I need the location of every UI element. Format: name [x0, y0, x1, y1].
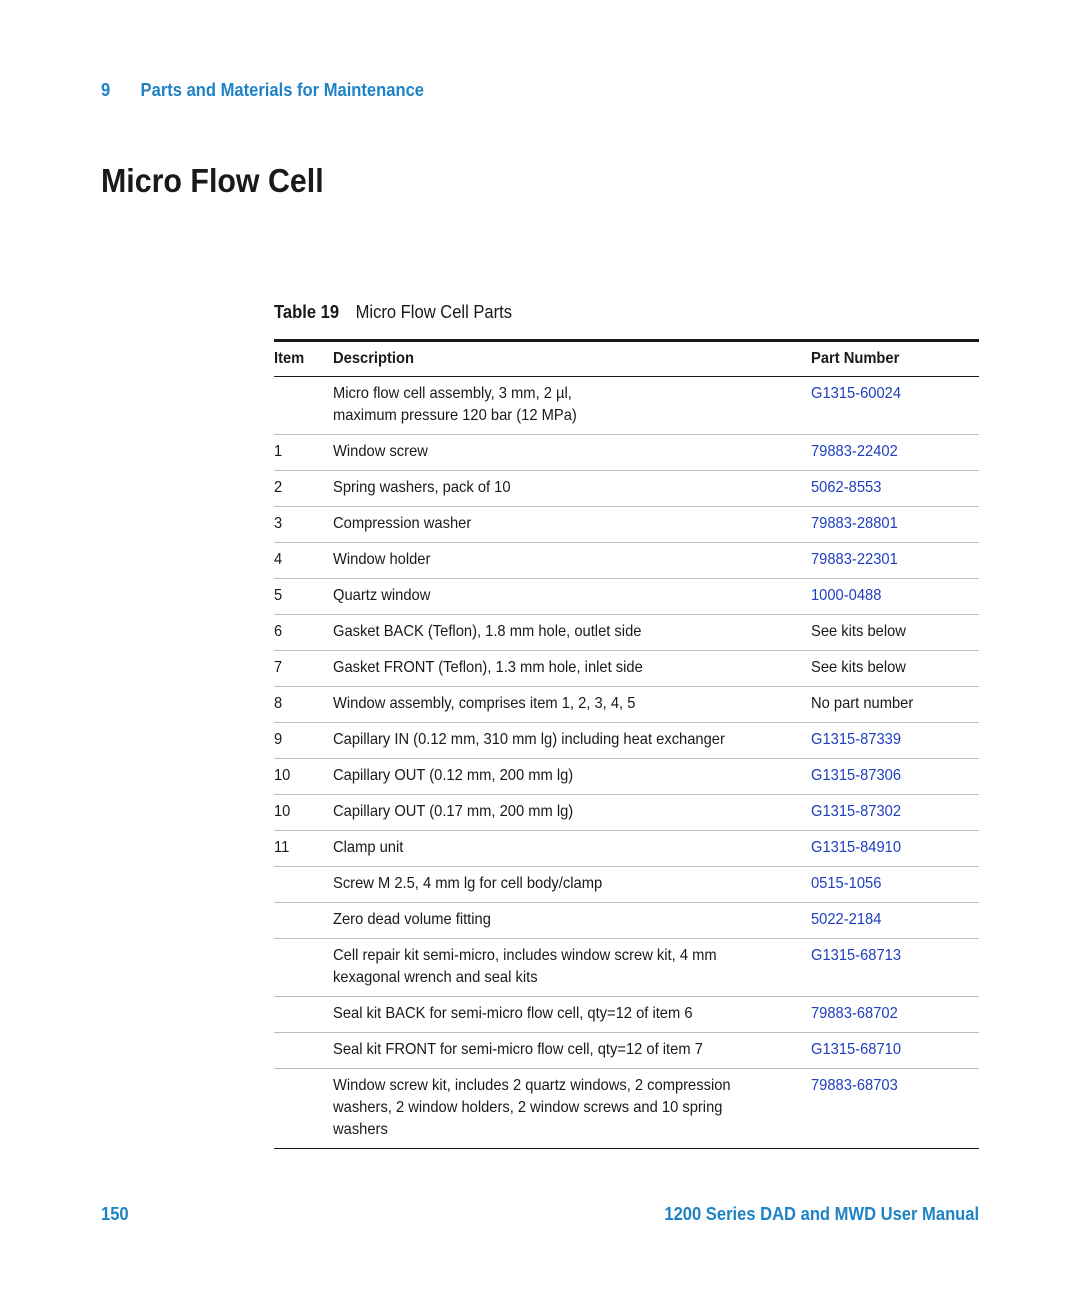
item-cell: [274, 759, 333, 795]
table-row: [274, 377, 979, 435]
parts-table: [274, 339, 979, 1149]
part-number-link[interactable]: G1315-60024: [810, 385, 901, 402]
description-cell: [333, 651, 811, 687]
part-number-cell: [811, 1033, 979, 1069]
item-cell: [274, 687, 333, 723]
item-number: 6: [274, 623, 283, 640]
table-row: [274, 471, 979, 507]
table-row: [274, 435, 979, 471]
item-cell: [274, 615, 333, 651]
part-number-link[interactable]: G1315-87302: [810, 803, 901, 820]
item-cell: [274, 939, 333, 997]
description-text: Capillary OUT (0.12 mm, 200 mm lg): [332, 767, 574, 784]
item-number: 4: [274, 551, 283, 568]
part-number-link[interactable]: 79883-22402: [810, 443, 898, 460]
part-number-link[interactable]: G1315-84910: [810, 839, 901, 856]
part-number-text: See kits below: [810, 659, 906, 676]
chapter-number: 9: [101, 80, 111, 100]
description-cell: [333, 831, 811, 867]
table-row: [274, 939, 979, 997]
description-cell: [333, 723, 811, 759]
part-number-link[interactable]: G1315-68713: [810, 947, 901, 964]
table-row: [274, 615, 979, 651]
part-number-link[interactable]: 79883-68702: [810, 1005, 898, 1022]
item-cell: [274, 903, 333, 939]
table-row: [274, 723, 979, 759]
part-number-link[interactable]: 5022-2184: [810, 911, 882, 928]
part-number-cell: [811, 579, 979, 615]
part-number-cell: [811, 377, 979, 435]
description-text: Window screw kit, includes 2 quartz windows, 2 compression washers, 2 window holders, 2 window screws and 10 spring washers: [332, 1077, 731, 1138]
part-number-cell: [811, 651, 979, 687]
part-number-cell: [811, 615, 979, 651]
table-row: [274, 1033, 979, 1069]
item-cell: [274, 795, 333, 831]
description-text: Gasket FRONT (Teflon), 1.3 mm hole, inlet side: [332, 659, 643, 676]
chapter-header: [101, 80, 424, 101]
item-number: 5: [274, 587, 283, 604]
item-cell: [274, 543, 333, 579]
description-text: Window holder: [332, 551, 431, 568]
table-row: [274, 651, 979, 687]
part-number-link[interactable]: G1315-87339: [810, 731, 901, 748]
part-number-cell: [811, 903, 979, 939]
table-row: [274, 903, 979, 939]
item-cell: [274, 1069, 333, 1149]
table-row: [274, 579, 979, 615]
item-cell: [274, 867, 333, 903]
item-number: 9: [274, 731, 283, 748]
item-number: 1: [274, 443, 283, 460]
description-cell: [333, 471, 811, 507]
item-cell: [274, 831, 333, 867]
description-text: Seal kit FRONT for semi-micro flow cell, qty=12 of item 7: [332, 1041, 703, 1058]
part-number-cell: [811, 831, 979, 867]
item-number: 10: [274, 803, 291, 820]
description-cell: [333, 615, 811, 651]
part-number-link[interactable]: G1315-87306: [810, 767, 901, 784]
description-text: Capillary OUT (0.17 mm, 200 mm lg): [332, 803, 574, 820]
description-text: Cell repair kit semi-micro, includes window screw kit, 4 mm kexagonal wrench and seal kits: [332, 947, 717, 986]
item-number: 10: [274, 767, 291, 784]
part-number-cell: [811, 471, 979, 507]
table-header-row: [274, 341, 979, 377]
description-cell: [333, 1033, 811, 1069]
item-number: 11: [274, 839, 290, 856]
description-cell: [333, 579, 811, 615]
description-cell: [333, 759, 811, 795]
page-number: 150: [101, 1204, 129, 1224]
item-number: 3: [274, 515, 283, 532]
part-number-cell: [811, 795, 979, 831]
description-text: Screw M 2.5, 4 mm lg for cell body/clamp: [332, 875, 603, 892]
description-cell: [333, 377, 811, 435]
table-body: [274, 377, 979, 1149]
table-caption-label: Table 19: [274, 302, 340, 322]
column-header-part-number: Part Number: [810, 350, 900, 367]
part-number-link[interactable]: 79883-68703: [810, 1077, 898, 1094]
part-number-cell: [811, 759, 979, 795]
item-cell: [274, 435, 333, 471]
description-text: Compression washer: [332, 515, 472, 532]
description-text: Spring washers, pack of 10: [332, 479, 511, 496]
manual-title: 1200 Series DAD and MWD User Manual: [664, 1204, 979, 1224]
description-cell: [333, 939, 811, 997]
item-cell: [274, 1033, 333, 1069]
item-cell: [274, 471, 333, 507]
part-number-cell: [811, 687, 979, 723]
table-row: [274, 795, 979, 831]
item-cell: [274, 997, 333, 1033]
item-cell: [274, 651, 333, 687]
table-row: [274, 1069, 979, 1149]
part-number-link[interactable]: 1000-0488: [810, 587, 882, 604]
column-header-description: Description: [332, 350, 414, 367]
part-number-cell: [811, 723, 979, 759]
item-number: 7: [274, 659, 283, 676]
description-text: Quartz window: [332, 587, 431, 604]
part-number-cell: [811, 997, 979, 1033]
description-cell: [333, 435, 811, 471]
description-cell: [333, 795, 811, 831]
description-cell: [333, 903, 811, 939]
part-number-text: No part number: [810, 695, 914, 712]
description-cell: [333, 543, 811, 579]
description-text: Seal kit BACK for semi-micro flow cell, qty=12 of item 6: [332, 1005, 693, 1022]
part-number-cell: [811, 435, 979, 471]
chapter-title: Parts and Materials for Maintenance: [140, 80, 425, 100]
part-number-link[interactable]: 0515-1056: [810, 875, 882, 892]
description-text: Capillary IN (0.12 mm, 310 mm lg) including heat exchanger: [332, 731, 725, 748]
page-title: Micro Flow Cell: [101, 162, 324, 199]
table-row: [274, 543, 979, 579]
part-number-link[interactable]: 79883-28801: [810, 515, 898, 532]
table-row: [274, 867, 979, 903]
part-number-text: See kits below: [810, 623, 906, 640]
description-text: Window assembly, comprises item 1, 2, 3, 4, 5: [332, 695, 636, 712]
part-number-cell: [811, 939, 979, 997]
column-header-item: Item: [274, 350, 305, 367]
part-number-cell: [811, 507, 979, 543]
part-number-cell: [811, 867, 979, 903]
part-number-cell: [811, 543, 979, 579]
description-cell: [333, 997, 811, 1033]
part-number-link[interactable]: 5062-8553: [810, 479, 882, 496]
description-text: Micro flow cell assembly, 3 mm, 2 µl, maximum pressure 120 bar (12 MPa): [332, 385, 577, 424]
table-row: [274, 507, 979, 543]
item-cell: [274, 377, 333, 435]
part-number-link[interactable]: G1315-68710: [810, 1041, 901, 1058]
description-text: Zero dead volume fitting: [332, 911, 491, 928]
table-caption-title: Micro Flow Cell Parts: [355, 302, 513, 322]
table-row: [274, 997, 979, 1033]
item-cell: [274, 579, 333, 615]
table-caption: [274, 302, 512, 323]
description-text: Gasket BACK (Teflon), 1.8 mm hole, outlet side: [332, 623, 642, 640]
item-cell: [274, 723, 333, 759]
part-number-cell: [811, 1069, 979, 1149]
description-cell: [333, 867, 811, 903]
item-cell: [274, 507, 333, 543]
table-row: [274, 687, 979, 723]
item-number: 8: [274, 695, 283, 712]
table-row: [274, 759, 979, 795]
table-row: [274, 831, 979, 867]
item-number: 2: [274, 479, 283, 496]
part-number-link[interactable]: 79883-22301: [810, 551, 898, 568]
description-cell: [333, 507, 811, 543]
description-text: Clamp unit: [332, 839, 404, 856]
description-cell: [333, 1069, 811, 1149]
description-text: Window screw: [332, 443, 428, 460]
description-cell: [333, 687, 811, 723]
